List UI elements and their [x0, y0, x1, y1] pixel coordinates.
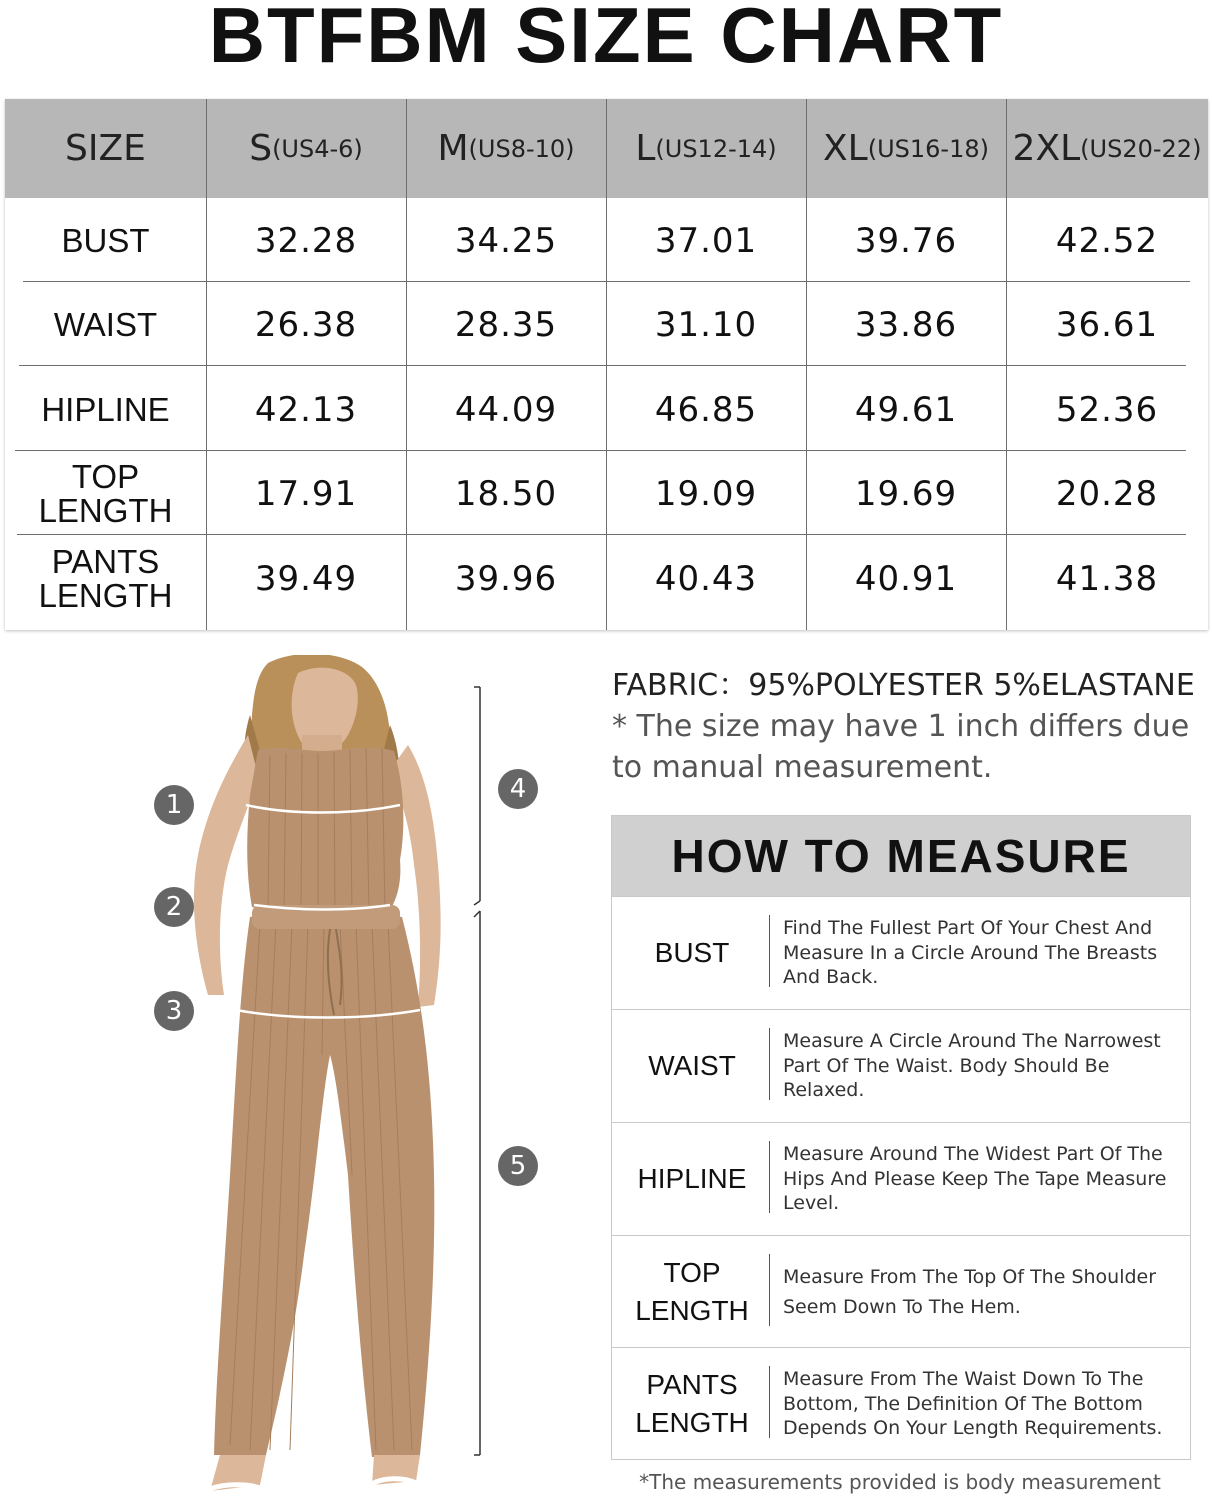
size-header-label: SIZE [65, 128, 146, 169]
size-name: M [437, 128, 469, 169]
size-header-s [206, 99, 406, 198]
measure-description: Measure From The Top Of The Shoulder Seem Down To The Hem. [783, 1266, 1157, 1318]
value-cell: 41.38 [1055, 559, 1159, 599]
size-header-2xl [1006, 99, 1208, 198]
how-to-measure-title: HOW TO MEASURE [612, 816, 1190, 896]
size-row-hipline [5, 368, 1208, 452]
value-cell: 34.25 [454, 221, 558, 261]
value-cell: 42.52 [1055, 221, 1159, 261]
row-label-text: LENGTH [38, 577, 173, 614]
divider [769, 1254, 770, 1326]
size-us: (US20-22) [1080, 134, 1202, 163]
size-row-pants-length [5, 537, 1208, 621]
marker-4: 4 [498, 769, 538, 809]
size-us: (US12-14) [655, 134, 777, 163]
footnote: *The measurements provided is body measurement [639, 1470, 1161, 1494]
row-label-text: PANTS [51, 543, 160, 580]
row-label-text: WAIST [53, 306, 158, 343]
value-cell: 36.61 [1055, 305, 1159, 345]
size-row-bust [5, 199, 1208, 283]
measure-label [612, 1236, 772, 1348]
page-title: BTFBM SIZE CHART [208, 0, 1004, 79]
measure-label-text: LENGTH [635, 1407, 749, 1438]
marker-1: 1 [154, 785, 194, 825]
measure-row-bust [612, 896, 1190, 1009]
size-name: S [249, 128, 273, 169]
row-label-text: BUST [61, 222, 150, 259]
value-cell: 33.86 [854, 305, 958, 345]
measure-label [612, 1348, 772, 1460]
model-illustration [90, 655, 560, 1500]
measure-row-top-length [612, 1235, 1190, 1348]
measure-label-text: PANTS [646, 1369, 738, 1400]
size-header-l [606, 99, 806, 198]
value-cell: 20.28 [1055, 474, 1159, 514]
measure-label-text: LENGTH [635, 1295, 749, 1326]
size-name: 2XL [1012, 128, 1081, 169]
size-name: XL [823, 128, 868, 169]
measure-label [612, 897, 772, 1009]
measure-label-text: WAIST [648, 1050, 736, 1081]
row-label [5, 368, 206, 452]
value-cell: 39.96 [454, 559, 558, 599]
measure-label-text: TOP [663, 1257, 721, 1288]
value-cell: 52.36 [1055, 390, 1159, 430]
row-label [5, 537, 206, 621]
row-label-text: HIPLINE [41, 391, 170, 428]
measurement-note: * The size may have 1 inch differs due to manual measurement. [612, 709, 1190, 785]
value-cell: 39.76 [854, 221, 958, 261]
size-row-waist [5, 283, 1208, 367]
value-cell: 40.43 [654, 559, 758, 599]
value-cell: 17.91 [254, 474, 358, 514]
divider [769, 1141, 770, 1213]
value-cell: 44.09 [454, 390, 558, 430]
measure-description: Measure A Circle Around The Narrowest Part Of The Waist. Body Should Be Relaxed. [783, 1030, 1161, 1102]
measure-label [612, 1123, 772, 1235]
value-cell: 31.10 [654, 305, 758, 345]
measure-description: Measure From The Waist Down To The Bottom, The Definition Of The Bottom Depends On Your Length Requirements. [783, 1368, 1163, 1440]
measure-description: Find The Fullest Part Of Your Chest And Measure In a Circle Around The Breasts And Back. [783, 917, 1158, 989]
marker-3: 3 [154, 991, 194, 1031]
divider [769, 1028, 770, 1100]
value-cell: 39.49 [254, 559, 358, 599]
size-name: L [635, 128, 656, 169]
size-row-top-length [5, 452, 1208, 536]
value-cell: 19.69 [854, 474, 958, 514]
row-label [5, 199, 206, 283]
size-header-m [406, 99, 606, 198]
row-label-text: TOP [71, 458, 140, 495]
measure-label-text: HIPLINE [637, 1163, 747, 1194]
size-us: (US8-10) [468, 134, 575, 163]
value-cell: 32.28 [254, 221, 358, 261]
row-label-text: LENGTH [38, 492, 173, 529]
measure-label-text: BUST [654, 937, 730, 968]
value-cell: 46.85 [654, 390, 758, 430]
value-cell: 18.50 [454, 474, 558, 514]
measure-row-waist [612, 1009, 1190, 1122]
size-us: (US4-6) [272, 134, 363, 163]
row-label [5, 283, 206, 367]
measure-row-hipline [612, 1122, 1190, 1235]
size-us: (US16-18) [867, 134, 989, 163]
divider [769, 915, 770, 987]
model-figure [90, 655, 560, 1500]
divider [769, 1366, 770, 1438]
marker-2: 2 [154, 887, 194, 927]
value-cell: 42.13 [254, 390, 358, 430]
measure-label [612, 1010, 772, 1122]
row-label [5, 452, 206, 536]
size-chart-table [5, 99, 1208, 630]
marker-5: 5 [498, 1146, 538, 1186]
how-to-measure-table [611, 815, 1191, 1460]
size-header-xl [806, 99, 1006, 198]
value-cell: 40.91 [854, 559, 958, 599]
fabric-composition: FABRIC：95%POLYESTER 5%ELASTANE [612, 668, 1195, 703]
value-cell: 19.09 [654, 474, 758, 514]
value-cell: 37.01 [654, 221, 758, 261]
value-cell: 28.35 [454, 305, 558, 345]
value-cell: 26.38 [254, 305, 358, 345]
measure-row-pants-length [612, 1347, 1190, 1460]
measure-description: Measure Around The Widest Part Of The Hips And Please Keep The Tape Measure Level. [783, 1143, 1167, 1215]
value-cell: 49.61 [854, 390, 958, 430]
